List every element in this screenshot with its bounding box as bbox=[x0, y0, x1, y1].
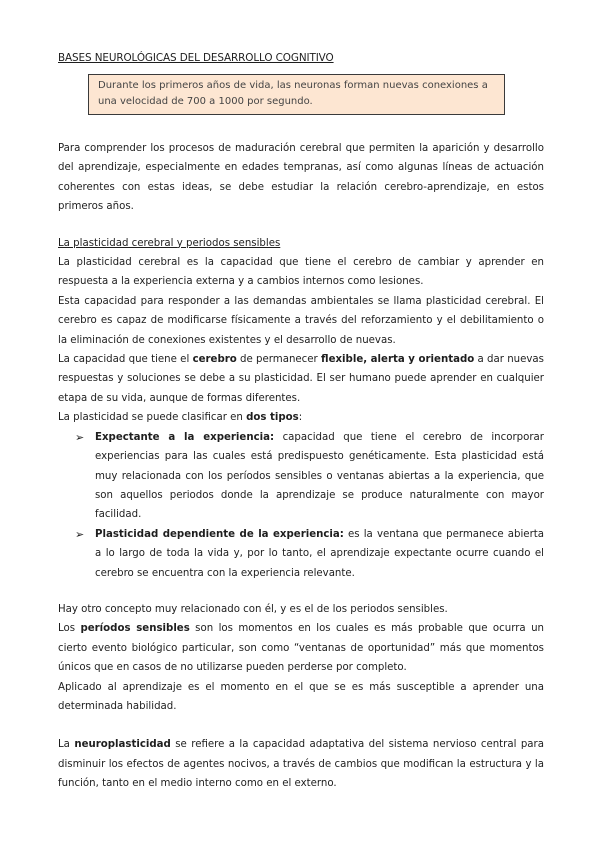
document-page bbox=[58, 52, 544, 794]
bold-run: dos tipos bbox=[246, 412, 299, 424]
paragraph-plasticity-definition: La plasticidad cerebral es la capacidad que tiene el cerebro de cambiar y aprender en respuesta a la experiencia externa y a cambios internos como lesiones. bbox=[58, 257, 544, 288]
bold-run: flexible, alerta y orientado bbox=[321, 354, 475, 366]
text-run: La capacidad que tiene el bbox=[58, 354, 193, 366]
intro-paragraph: Para comprender los procesos de maduración cerebral que permiten la aparición y desarrollo del aprendizaje, especialmente en edades tempranas, así como algunas líneas de actuación coherentes con estas ideas, se debe estudiar la relación cerebro-aprendizaje, en estos primeros años. bbox=[58, 143, 544, 213]
paragraph-brain-flexible bbox=[58, 350, 544, 408]
paragraph-plasticity-capacity: Esta capacidad para responder a las demandas ambientales se llama plasticidad cerebral. El cerebro es capaz de modificarse físicamente a través del reforzamiento y el debilitamiento o la eliminación de conexiones existentes y el desarrollo de nuevas. bbox=[58, 295, 544, 346]
text-run: a dar nuevas respuestas y soluciones se debe a su plasticidad. El ser humano puede aprender en cualquier etapa de su vida, aunque de formas diferentes. bbox=[58, 354, 544, 404]
text-run: : bbox=[298, 412, 303, 424]
arrow-bullet-icon: ➢ bbox=[75, 527, 85, 541]
bullet-term: Expectante a la experiencia: bbox=[95, 431, 275, 443]
paragraph-applied-learning: Aplicado al aprendizaje es el momento en el que se es más susceptible a aprender una determinada habilidad. bbox=[58, 681, 544, 712]
text-run: se refiere a la capacidad adaptativa del sistema nervioso central para disminuir los efectos de agentes nocivos, a través de cambios que modifican la estructura y la función, tanto en el medio interno como en el externo. bbox=[58, 739, 544, 790]
paragraph-related-concept: Hay otro concepto muy relacionado con él, y es el de los periodos sensibles. bbox=[58, 603, 448, 615]
bullet-term: Plasticidad dependiente de la experiencia: bbox=[95, 528, 344, 540]
bullet-text: es la ventana que permanece abierta a lo largo de toda la vida y, por lo tanto, el aprendizaje expectante ocurre cuando el cerebro se encuentra con la experiencia relevante. bbox=[95, 528, 544, 579]
bold-run: períodos sensibles bbox=[80, 623, 190, 635]
arrow-bullet-icon: ➢ bbox=[75, 430, 85, 444]
bold-run: cerebro bbox=[192, 354, 237, 366]
highlight-callout: Durante los primeros años de vida, las neuronas forman nuevas conexiones a una velocidad de 700 a 1000 por segundo. bbox=[88, 74, 505, 115]
list-item bbox=[58, 428, 544, 525]
text-run: de permanecer bbox=[236, 354, 322, 366]
document-title: BASES NEUROLÓGICAS DEL DESARROLLO COGNITIVO bbox=[58, 52, 334, 64]
paragraph-two-types bbox=[58, 408, 544, 427]
plasticity-types-list bbox=[58, 428, 544, 583]
text-run: Los bbox=[58, 623, 81, 635]
bold-run: neuroplasticidad bbox=[74, 739, 171, 751]
list-item bbox=[58, 525, 544, 583]
text-run: son los momentos en los cuales es más probable que ocurra un cierto evento biológico particular, son como “ventanas de oportunidad” más que momentos únicos que en casos de no utilizarse pueden perderse por completo. bbox=[58, 623, 544, 674]
paragraph-neuroplasticity bbox=[58, 735, 544, 793]
paragraph-sensitive-periods bbox=[58, 619, 544, 677]
bullet-text: capacidad que tiene el cerebro de incorporar experiencias para las cuales está predispuesto genéticamente. Esta plasticidad está muy relacionada con los períodos sensibles o ventanas abiertas a la experiencia, que son aquellos periodos donde la aprendizaje se produce naturalmente con mayor facilidad. bbox=[95, 431, 544, 521]
section-heading: La plasticidad cerebral y periodos sensibles bbox=[58, 237, 281, 249]
text-run: La plasticidad se puede clasificar en bbox=[58, 412, 247, 424]
text-run: La bbox=[58, 739, 75, 751]
